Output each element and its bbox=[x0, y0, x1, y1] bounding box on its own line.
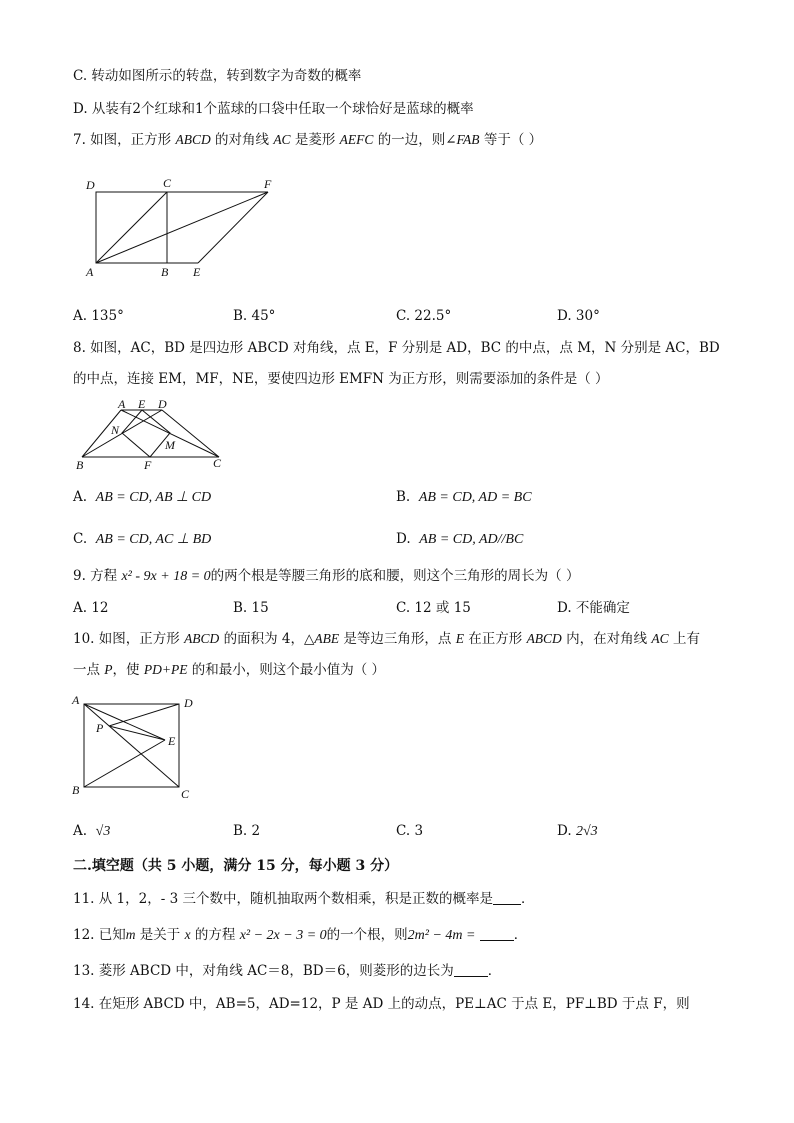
q10-var: ABCD bbox=[184, 631, 220, 646]
q12-text: 12. 已知 bbox=[73, 927, 126, 943]
q12-expression: 2m² − 4m = bbox=[407, 928, 476, 943]
q7-stem-text: 的一边，则∠ bbox=[373, 132, 457, 148]
q12-text: 的方程 bbox=[190, 927, 240, 943]
q10-label-c: C bbox=[181, 787, 190, 801]
q10-stem-text: 上有 bbox=[668, 631, 700, 647]
q9-option-a[interactable]: A. 12 bbox=[73, 600, 109, 616]
q7-var: AC bbox=[273, 132, 291, 147]
q10-stem-line1 bbox=[73, 630, 700, 648]
q7-figure bbox=[80, 172, 290, 282]
q7-var: FAB bbox=[456, 132, 480, 147]
q14-stem: 14. 在矩形 ABCD 中，AB=5，AD=12，P 是 AD 上的动点，PE⊥AC 于点 E，PF⊥BD 于点 F，则 bbox=[73, 996, 690, 1012]
q10-stem-text: ，使 bbox=[112, 662, 144, 678]
q9-stem-text: 的两个根是等腰三角形的底和腰，则这个三角形的周长为（ ） bbox=[210, 568, 580, 584]
q13-answer-blank[interactable] bbox=[454, 962, 488, 977]
q10-option-a[interactable] bbox=[73, 822, 110, 841]
q12-end: ． bbox=[513, 927, 528, 943]
q10-option-value: √3 bbox=[95, 824, 111, 839]
q9-equation: x² - 9x + 18 = 0 bbox=[121, 569, 211, 584]
q8-option-math: AB = CD, AD//BC bbox=[419, 532, 524, 547]
q11-end: ． bbox=[520, 891, 535, 907]
q7-option-b[interactable]: B. 45° bbox=[233, 308, 276, 324]
q7-option-a[interactable]: A. 135° bbox=[73, 308, 124, 324]
q9-option-c[interactable]: C. 12 或 15 bbox=[396, 600, 471, 616]
q10-stem-text: 在正方形 bbox=[463, 631, 527, 647]
q8-label-n: N bbox=[111, 423, 120, 437]
q7-var: AEFC bbox=[339, 132, 374, 147]
q10-stem-text: 内，在对角线 bbox=[561, 631, 652, 647]
section-2-title: 二.填空题（共 5 小题，满分 15 分，每小题 3 分） bbox=[73, 858, 399, 874]
q7-segment-fe bbox=[198, 192, 268, 263]
q8-stem-line2: 的中点，连接 EM，MF，NE，要使四边形 EMFN 为正方形，则需要添加的条件是（ ） bbox=[73, 371, 609, 387]
q7-stem-text: 的对角线 bbox=[210, 132, 274, 148]
q7-stem-text: 是菱形 bbox=[290, 132, 340, 148]
q10-option-value: 3 bbox=[414, 823, 424, 839]
q8-label-b: B bbox=[76, 458, 84, 472]
q12-text: 是关于 bbox=[135, 927, 185, 943]
q6-option-d: D. 从装有2个红球和1个蓝球的口袋中任取一个球恰好是蓝球的概率 bbox=[73, 101, 474, 117]
q10-option-letter: A. bbox=[73, 823, 88, 839]
q10-label-e: E bbox=[168, 734, 176, 748]
q10-label-a: A bbox=[72, 693, 80, 707]
q10-option-c[interactable] bbox=[396, 822, 423, 840]
q7-option-c[interactable]: C. 22.5° bbox=[396, 308, 452, 324]
q7-option-d[interactable]: D. 30° bbox=[557, 308, 600, 324]
q7-label-c: C bbox=[163, 176, 172, 190]
q9-option-d[interactable]: D. 不能确定 bbox=[557, 600, 630, 616]
q8-label-d: D bbox=[158, 397, 167, 411]
q9-stem-text: 9. 方程 bbox=[73, 568, 122, 584]
q12-var: x bbox=[184, 927, 191, 942]
q10-label-b: B bbox=[72, 783, 80, 797]
q10-label-p: P bbox=[96, 721, 104, 735]
q7-segment-af bbox=[96, 192, 268, 263]
q8-option-math: AB = CD, AC ⊥ BD bbox=[95, 532, 212, 547]
q12-var: m bbox=[125, 927, 136, 942]
q13-end: ． bbox=[487, 963, 502, 979]
q11-stem bbox=[73, 890, 534, 908]
q10-stem-text: 一点 bbox=[73, 662, 105, 678]
q9-stem bbox=[73, 567, 579, 586]
q10-option-value: 2 bbox=[251, 823, 261, 839]
q10-var: AC bbox=[651, 631, 669, 646]
q11-text: 11. 从 1，2，- 3 三个数中，随机抽取两个数相乘，积是正数的概率是 bbox=[73, 891, 493, 907]
q8-quad-emfn bbox=[122, 410, 170, 457]
q7-var: ABCD bbox=[175, 132, 211, 147]
q10-diagonal-ac bbox=[84, 704, 179, 787]
q8-label-c: C bbox=[213, 456, 222, 470]
q8-label-f: F bbox=[144, 458, 152, 472]
q10-var: ABCD bbox=[526, 631, 562, 646]
q9-option-b[interactable]: B. 15 bbox=[233, 600, 269, 616]
q10-option-letter: B. bbox=[233, 823, 248, 839]
q7-label-f: F bbox=[264, 177, 272, 191]
q7-label-e: E bbox=[193, 265, 201, 279]
q11-answer-blank[interactable] bbox=[493, 890, 521, 905]
q8-label-e: E bbox=[138, 397, 146, 411]
q10-stem-text: 10. 如图，正方形 bbox=[73, 631, 185, 647]
q8-stem-line1: 8. 如图，AC，BD 是四边形 ABCD 对角线，点 E，F 分别是 AD，BC 的中点，点 M，N 分别是 AC，BD bbox=[73, 340, 720, 356]
q13-text: 13. 菱形 ABCD 中，对角线 AC＝8，BD＝6，则菱形的边长为 bbox=[73, 963, 454, 979]
q10-var: E bbox=[455, 631, 464, 646]
q8-option-math: AB = CD, AD = BC bbox=[418, 490, 532, 505]
q12-stem bbox=[73, 926, 527, 945]
q12-answer-blank[interactable] bbox=[480, 926, 514, 941]
q6-option-c: C. 转动如图所示的转盘，转到数字为奇数的概率 bbox=[73, 68, 362, 84]
q10-stem-text: 的和最小，则这个最小值为（ ） bbox=[187, 662, 386, 678]
q10-stem-text: 的面积为 4，△ bbox=[219, 631, 315, 647]
q10-figure bbox=[68, 690, 198, 805]
q12-equation: x² − 2x − 3 = 0 bbox=[239, 928, 327, 943]
q8-label-m: M bbox=[165, 438, 175, 452]
q10-var: P bbox=[104, 662, 113, 677]
q8-option-a[interactable] bbox=[73, 488, 211, 507]
q10-stem-line2 bbox=[73, 661, 385, 679]
q10-segment-pd bbox=[109, 704, 179, 726]
q8-option-math: AB = CD, AB ⊥ CD bbox=[95, 490, 212, 505]
q8-option-letter: B. bbox=[396, 489, 411, 505]
q10-option-d[interactable] bbox=[557, 822, 598, 841]
q10-stem-text: 是等边三角形，点 bbox=[339, 631, 456, 647]
q8-label-a: A bbox=[118, 397, 126, 411]
q7-stem-text: 等于（ ） bbox=[479, 132, 543, 148]
q8-option-b[interactable] bbox=[396, 488, 532, 507]
q10-option-value: 2√3 bbox=[575, 824, 598, 839]
q10-label-d: D bbox=[184, 696, 193, 710]
q10-option-b[interactable] bbox=[233, 822, 260, 840]
q10-option-letter: C. bbox=[396, 823, 411, 839]
q8-option-letter: C. bbox=[73, 531, 88, 547]
q8-option-c[interactable] bbox=[73, 530, 211, 549]
q8-option-letter: A. bbox=[73, 489, 88, 505]
q8-option-letter: D. bbox=[396, 531, 411, 547]
q10-var: PD+PE bbox=[143, 662, 188, 677]
q7-diagonal-ac bbox=[96, 192, 167, 263]
q8-option-d[interactable] bbox=[396, 530, 523, 549]
q7-stem bbox=[73, 131, 542, 149]
q7-label-a: A bbox=[86, 265, 94, 279]
q13-stem bbox=[73, 962, 501, 980]
q8-figure bbox=[72, 396, 232, 471]
q10-var: ABE bbox=[314, 631, 340, 646]
q7-label-b: B bbox=[161, 265, 169, 279]
q7-stem-text: 7. 如图，正方形 bbox=[73, 132, 176, 148]
q7-label-d: D bbox=[86, 178, 95, 192]
q10-option-letter: D. bbox=[557, 823, 572, 839]
q12-text: 的一个根，则 bbox=[326, 927, 408, 943]
